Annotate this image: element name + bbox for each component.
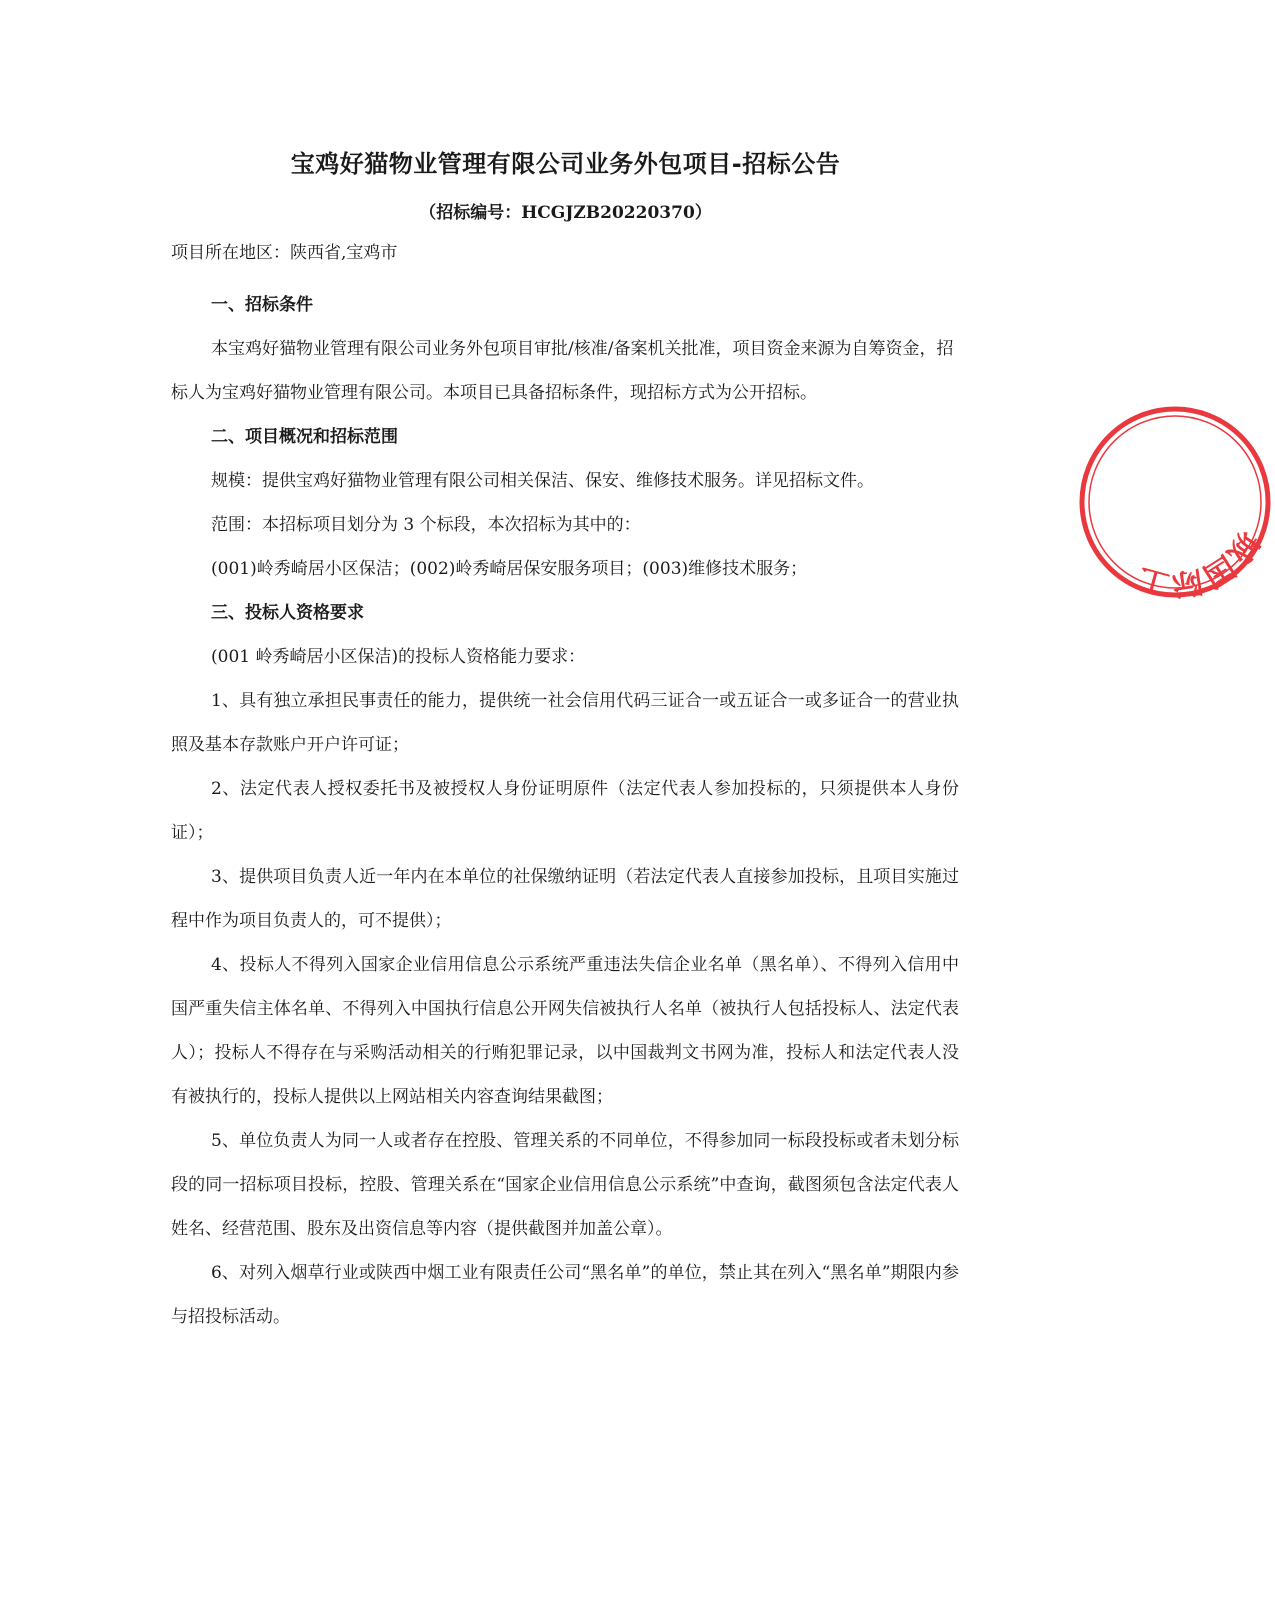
section3-heading: 三、投标人资格要求 (211, 603, 364, 623)
section2-lots: (001)岭秀崎居小区保洁；(002)岭秀崎居保安服务项目；(003)维修技术服务； (211, 559, 808, 579)
section2-scope: 范围：本招标项目划分为 3 个标段，本次招标为其中的： (211, 515, 641, 535)
document-title: 宝鸡好猫物业管理有限公司业务外包项目-招标公告 (290, 150, 841, 178)
tender-number: （招标编号：HCGJZB20220370） (419, 203, 712, 223)
section2-scale: 规模：提供宝鸡好猫物业管理有限公司相关保洁、保安、维修技术服务。详见招标文件。 (211, 471, 874, 491)
company-seal-stamp (1075, 402, 1275, 602)
svg-text:城国际工: 城国际工 (1134, 524, 1266, 602)
section3-intro: (001 岭秀崎居小区保洁)的投标人资格能力要求： (211, 647, 586, 667)
requirement-item: 2、法定代表人授权委托书及被授权人身份证明原件（法定代表人参加投标的，只须提供本人身份证）； (171, 779, 959, 843)
section1-paragraph: 本宝鸡好猫物业管理有限公司业务外包项目审批/核准/备案机关批准，项目资金来源为自筹资金，招标人为宝鸡好猫物业管理有限公司。本项目已具备招标条件，现招标方式为公开招标。 (171, 339, 954, 403)
section2-heading: 二、项目概况和招标范围 (211, 427, 398, 447)
section1-heading: 一、招标条件 (211, 295, 313, 315)
requirement-item: 6、对列入烟草行业或陕西中烟工业有限责任公司“黑名单”的单位，禁止其在列入“黑名单”期限内参与招投标活动。 (171, 1263, 959, 1327)
requirement-item: 4、投标人不得列入国家企业信用信息公示系统严重违法失信企业名单（黑名单）、不得列入信用中国严重失信主体名单、不得列入中国执行信息公开网失信被执行人名单（被执行人包括投标人、法定代表人）；投标人不得存在与采购活动相关的行贿犯罪记录，以中国裁判文书网为准，投标人和法定代表人没有被执行的，投标人提供以上网站相关内容查询结果截图； (171, 955, 959, 1107)
document-body (171, 283, 959, 1339)
requirement-item: 3、提供项目负责人近一年内在本单位的社保缴纳证明（若法定代表人直接参加投标，且项目实施过程中作为项目负责人的，可不提供）； (171, 867, 959, 931)
requirement-item: 1、具有独立承担民事责任的能力，提供统一社会信用代码三证合一或五证合一或多证合一的营业执照及基本存款账户开户许可证； (171, 691, 959, 755)
requirement-item: 5、单位负责人为同一人或者存在控股、管理关系的不同单位，不得参加同一标段投标或者未划分标段的同一招标项目投标，控股、管理关系在“国家企业信用信息公示系统”中查询，截图须包含法定代表人姓名、经营范围、股东及出资信息等内容（提供截图并加盖公章）。 (171, 1131, 959, 1239)
project-region: 项目所在地区：陕西省,宝鸡市 (171, 243, 398, 263)
